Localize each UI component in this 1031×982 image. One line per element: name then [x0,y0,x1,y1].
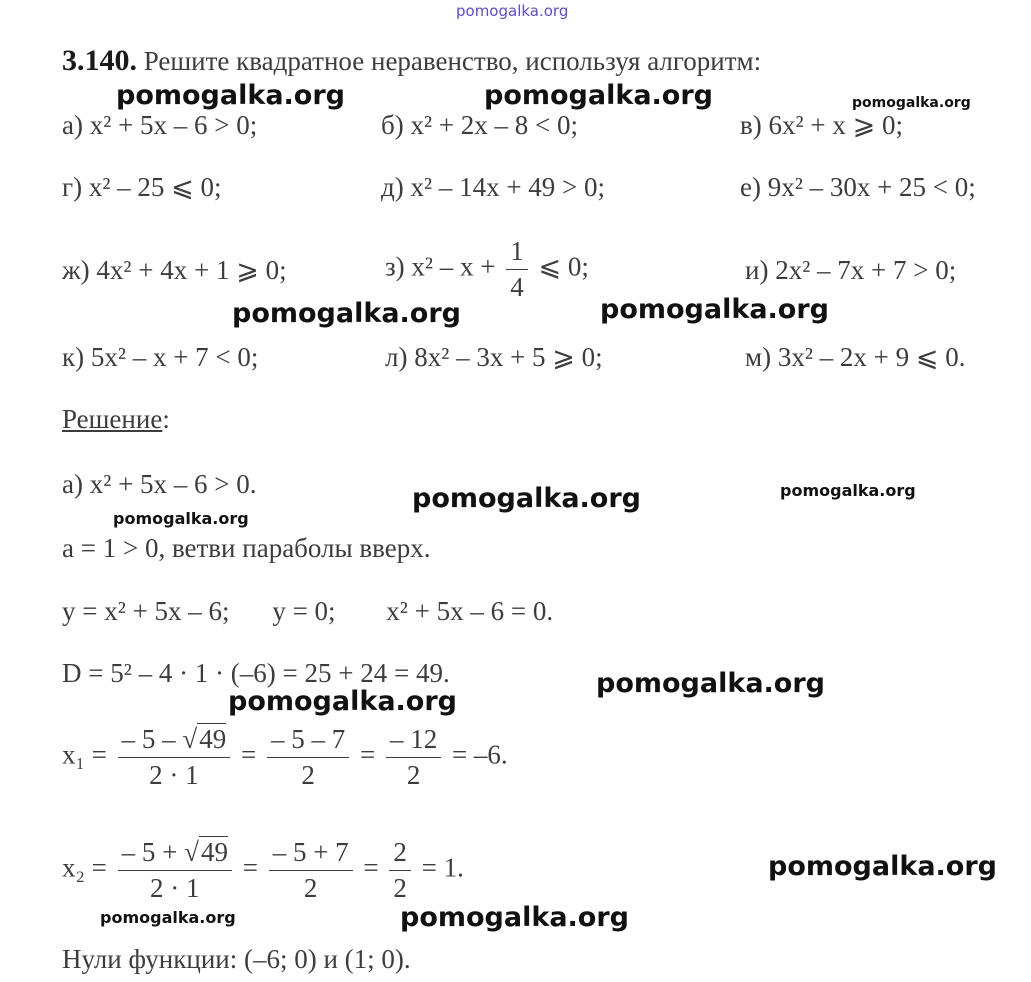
root-x1-result: = –6. [451,739,508,770]
quadratic-equation: x² + 5x – 6 = 0. [386,596,554,626]
watermark: pomogalka.org [232,298,461,329]
function-equation: y = x² + 5x – 6; [62,596,230,626]
numerator-text: – 5 – [121,724,176,754]
fraction-numerator [118,724,231,757]
fraction-denominator: 2 [267,757,349,791]
task-v [740,110,903,141]
task-label: в) [740,110,762,140]
task-label: д) [381,172,404,202]
task-expr: x² – 25 ⩽ 0; [88,172,222,202]
problem-instruction: Решите квадратное неравенство, используя алгоритм: [143,46,762,76]
fraction-numerator: – 5 – 7 [270,724,346,754]
watermark: pomogalka.org [412,483,641,514]
task-z [385,236,589,303]
fraction-denominator: 2 [389,870,411,904]
root-x2-fraction-1 [118,837,232,904]
task-label: г) [62,172,83,202]
root-x1-fraction-1 [118,724,231,791]
fraction-numerator: 1 [510,236,524,266]
sqrt-radicand: 49 [200,837,228,867]
function-zeros-line: Нули функции: (–6; 0) и (1; 0). [62,944,411,974]
problem-number: 3.140. [62,44,137,77]
fraction-numerator [118,837,232,870]
fraction-denominator: 2 [269,870,353,904]
watermark: pomogalka.org [484,80,713,111]
task-expr: x² + 2x – 8 < 0; [410,110,579,140]
task-label: к) [62,342,85,372]
watermark: pomogalka.org [780,481,916,500]
task-label: е) [740,172,761,202]
sqrt-icon: √ [182,724,198,754]
task-expr: 5x² – x + 7 < 0; [90,342,259,372]
task-expr: 4x² + 4x + 1 ⩾ 0; [96,255,287,285]
task-expr: 3x² – 2x + 9 ⩽ 0. [777,342,966,372]
watermark: pomogalka.org [768,851,997,882]
fraction-denominator: 2 [386,757,441,791]
task-label: а) [62,110,83,140]
fraction-denominator: 4 [506,269,528,303]
task-m [745,342,966,373]
task-label: м) [745,342,772,372]
root-x2-result: = 1. [421,852,464,883]
discriminant-line: D = 5² – 4 · 1 · (–6) = 25 + 24 = 49. [62,658,450,688]
numerator-text: – 5 + [121,837,178,867]
solution-part-a: а) x² + 5x – 6 > 0. [62,469,257,499]
fraction-denominator: 2 · 1 [118,870,232,904]
task-expr: 9x² – 30x + 25 < 0; [767,172,976,202]
task-e [740,172,976,203]
task-expr: 8x² – 3x + 5 ⩾ 0; [414,342,603,372]
root-x1-fraction-2 [267,724,349,791]
fraction-denominator: 2 · 1 [118,757,231,791]
sqrt-radicand: 49 [199,724,227,754]
equals-sign: = [363,852,379,883]
task-expr: x² – 14x + 49 > 0; [410,172,606,202]
task-k [62,342,258,373]
root-x2-fraction-3 [389,837,411,904]
sqrt-icon: √ [184,837,199,867]
watermark: pomogalka.org [400,902,629,933]
solution-heading [62,404,170,435]
root-x1-line [62,724,508,791]
task-expr-tail: ⩽ 0; [538,251,589,282]
task-label: и) [745,255,769,285]
leading-coefficient-line: a = 1 > 0, ветви параболы вверх. [62,533,431,563]
watermark: pomogalka.org [228,686,457,717]
y-zero: y = 0; [272,596,336,626]
watermark: pomogalka.org [600,294,829,325]
root-x1-fraction-3 [386,724,441,791]
watermark: pomogalka.org [116,80,345,111]
equals-sign: = [240,739,257,770]
task-label: ж) [62,255,90,285]
problem-title [62,44,761,78]
root-x2-fraction-2 [269,837,353,904]
task-d [381,172,605,203]
task-expr: 2x² – 7x + 7 > 0; [775,255,957,285]
task-expr: 6x² + x ⩾ 0; [768,110,903,140]
task-zh [62,255,287,286]
fraction-numerator: – 5 + 7 [272,837,349,867]
task-b [381,110,578,141]
fraction-numerator: – 12 [389,724,438,754]
watermark: pomogalka.org [100,908,236,927]
watermark: pomogalka.org [596,668,825,699]
equals-sign: = [359,739,376,770]
task-g [62,172,222,203]
task-expr: x² + 5x – 6 > 0; [89,110,258,140]
fraction-one-quarter [506,236,528,303]
watermark: pomogalka.org [113,509,249,528]
equals-sign: = [242,852,258,883]
solution-heading-text: Решение [62,404,163,434]
task-a [62,110,257,141]
watermark: pomogalka.org [852,95,971,111]
task-i [745,255,956,286]
root-x1-label: x₁ = [62,739,107,770]
watermark-top: pomogalka.org [456,2,569,20]
root-x2-line [62,837,464,904]
task-label: з) [385,251,405,282]
fraction-numerator: 2 [393,837,407,867]
solution-heading-colon: : [162,404,170,434]
function-equation-line [62,596,553,627]
task-expr: x² – x + [411,251,496,282]
task-l [385,342,603,373]
root-x2-label: x₂ = [62,852,107,883]
task-label: б) [381,110,404,140]
task-label: л) [385,342,408,372]
